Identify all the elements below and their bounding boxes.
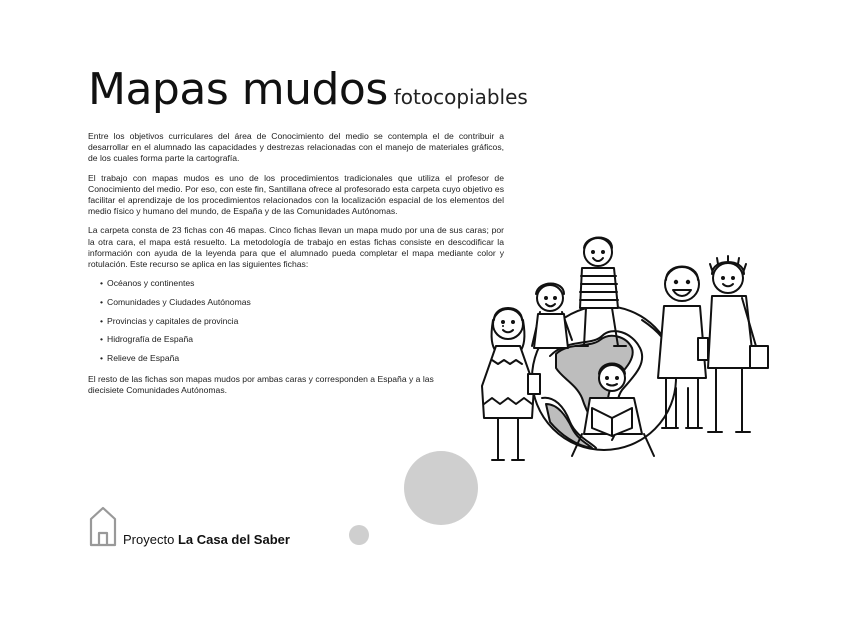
page-title [88, 64, 528, 115]
brand-name: La Casa del Saber [177, 532, 290, 547]
paragraph-1: Entre los objetivos curriculares del área de Conocimiento del medio se contempla el de contribuir a desarrollar en el alumnado las capacidades y destrezas relacionadas con el manejo de materiales gráficos, de los cuales forma parte la cartografía. [88, 131, 504, 164]
title-subtitle: fotocopiables [393, 85, 528, 109]
list-item: • Océanos y continentes [100, 278, 504, 289]
paragraph-2: El trabajo con mapas mudos es uno de los procedimientos tradicionales que utiliza el profesor de Conocimiento del medio. Por eso, con este fin, Santillana ofrece al profesorado esta carpeta cuyo objetivo es facilitar el aprendizaje de los procedimientos relacionados con la localización espacial de los elementos del medio físico y humano del mundo, de España y de las Comunidades Autónomas. [88, 172, 504, 217]
decorative-circle-large [404, 451, 478, 525]
project-logo [88, 505, 288, 547]
list-item: • Hidrografía de España [100, 334, 504, 345]
brand-text [123, 532, 290, 547]
house-outline-icon [88, 505, 120, 547]
fichas-list [88, 278, 504, 364]
decorative-circle-small [349, 525, 369, 545]
children-around-globe-illustration [472, 228, 772, 478]
closing-paragraph: El resto de las fichas son mapas mudos por ambas caras y corresponden a España y a las diecisiete Comunidades Autónomas. [88, 374, 434, 396]
title-main: Mapas mudos [88, 64, 388, 115]
list-item: • Provincias y capitales de provincia [100, 316, 504, 327]
list-item: • Comunidades y Ciudades Autónomas [100, 297, 504, 308]
brand-prefix: Proyecto [123, 532, 175, 547]
body-text [88, 131, 504, 405]
paragraph-3: La carpeta consta de 23 fichas con 46 mapas. Cinco fichas llevan un mapa mudo por una de sus caras; por la otra cara, el mapa está resuelto. La metodología de trabajo en estas fichas consiste en descodificar la información con ayuda de la leyenda para que el alumnado pueda completar el mapa mediante color y rotulación. Este recurso se aplica en las siguientes fichas: [88, 225, 504, 270]
list-item: • Relieve de España [100, 353, 504, 364]
